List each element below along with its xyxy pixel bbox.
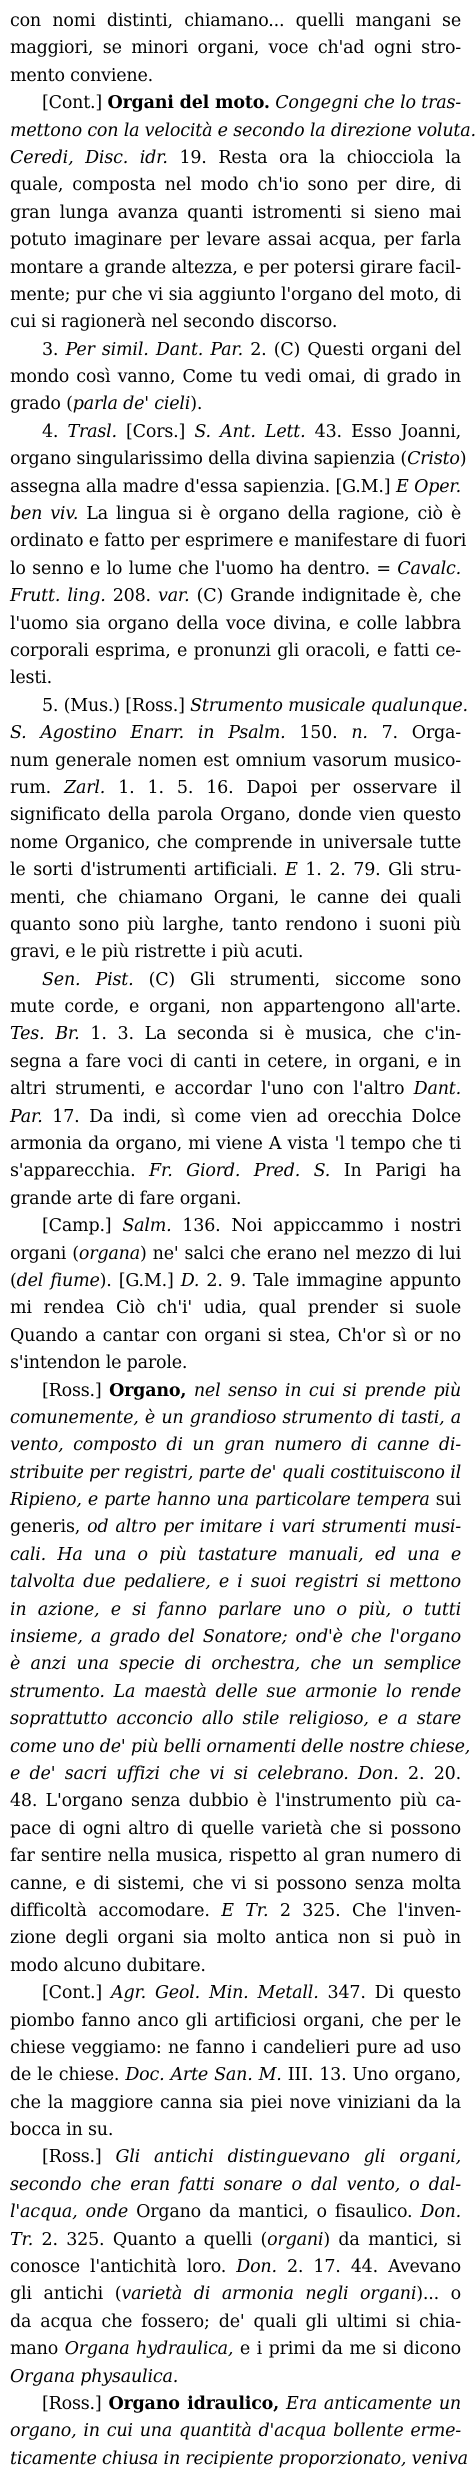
text-segment: le sorti d'istrumenti artificiali. — [10, 860, 286, 881]
text-segment: n. — [351, 723, 368, 744]
text-segment: piombo fanno anco gli artificiosi organi, che per le — [10, 2010, 461, 2031]
text-segment: l'acqua, onde — [10, 2202, 129, 2223]
text-segment: stribuite per registri, parte de' quali costituiscono il — [10, 1462, 461, 1483]
text-line — [10, 1186, 461, 1213]
text-segment: 43. Esso Joanni, — [305, 421, 461, 442]
text-line — [10, 446, 467, 473]
text-segment: Zarl. — [64, 777, 106, 798]
text-segment: [Camp.] — [42, 1216, 123, 1237]
text-line — [10, 1432, 461, 1459]
text-segment: 7. Orga- — [367, 723, 461, 744]
text-line — [10, 967, 461, 994]
text-segment: Par. — [10, 1106, 43, 1127]
text-segment: 2 325. Che l'inven- — [268, 1900, 461, 1921]
text-segment: Doc. Arte San. M. — [125, 2065, 282, 2086]
text-segment: Salm. — [122, 1216, 172, 1237]
text-segment: s'apparecchia. — [10, 1161, 150, 1182]
text-segment: Organa hydraulica, — [64, 2339, 234, 2360]
text-line — [10, 90, 461, 117]
text-line — [10, 2281, 461, 2308]
text-line — [10, 583, 461, 610]
text-segment: gravi, e le più ristrette i più acuti. — [10, 942, 304, 963]
text-segment: Cristo — [407, 449, 460, 470]
text-segment: gran lunga avanza quanti istromenti si sieno mai — [10, 202, 461, 223]
text-segment: da acqua che fossero; de' quali gli ultimi si chia- — [10, 2311, 461, 2332]
text-line — [10, 2035, 461, 2062]
text-segment: varietà di armonia negli organi — [121, 2284, 417, 2305]
text-segment: 3. — [42, 339, 66, 360]
text-segment: lo senno e lo lume che l'uomo ha dentro. = — [10, 558, 398, 579]
text-segment: in azione, e si fanno parlare uno o più, o tutti — [10, 1599, 461, 1620]
text-segment: 17. Da indi, sì come vien ad orecchia Dolce — [42, 1106, 461, 1127]
text-segment: e i primi da me si dicono — [233, 2339, 462, 2360]
text-segment: assegna alla madre d'essa sapienzia. [G.M.] — [10, 476, 396, 497]
text-segment: organi ( — [10, 1243, 79, 1264]
text-line — [10, 1980, 461, 2007]
text-line — [10, 2309, 461, 2336]
text-line — [10, 364, 461, 391]
text-line — [10, 857, 461, 884]
text-line — [10, 693, 468, 720]
text-segment: Strumento musicale qualunque. — [190, 695, 468, 716]
text-line — [10, 1679, 461, 1706]
text-line — [10, 8, 461, 35]
text-segment: D. — [180, 1270, 200, 1291]
text-segment: che la maggiore canna sia piei nove viniziani da la — [10, 2092, 461, 2113]
text-segment: Agr. Geol. Min. Metall. — [111, 1983, 319, 2004]
text-line — [10, 1158, 461, 1185]
text-segment: corporali esprima, e pronunzi gli oracoli, e fatti ce- — [10, 640, 461, 661]
text-segment: soprattutto acconcio allo stile religioso, e a stare — [10, 1709, 461, 1730]
text-line — [10, 1323, 461, 1350]
text-segment: cui si ragionerà nel secondo discorso. — [10, 312, 338, 333]
text-segment: parla de' cieli — [72, 394, 191, 415]
text-line — [10, 1131, 461, 1158]
text-segment: pace di ogni altro di quelle varietà che si possono — [10, 1818, 461, 1839]
text-segment: 1. 2. 79. Gli stru- — [297, 860, 461, 881]
text-segment: ) — [459, 449, 467, 470]
text-segment: var. — [158, 586, 190, 607]
text-line — [10, 1597, 461, 1624]
text-line — [10, 2254, 461, 2281]
text-segment: 136. Noi appiccammo i nostri — [171, 1216, 461, 1237]
text-segment: è anzi una specie di orchestra, che un semplice — [10, 1654, 461, 1675]
text-segment: armonia da organo, mi viene A vista 'l tempo che ti — [10, 1134, 461, 1155]
text-segment: (C) Grande indignitade è, che — [189, 586, 461, 607]
text-segment: od altro per imitare i vari strumenti musi- — [87, 1517, 461, 1538]
text-segment: )... o — [416, 2284, 461, 2305]
text-segment: 2. 20. — [398, 1764, 461, 1784]
text-line — [10, 802, 461, 829]
text-segment: Frutt. ling. — [10, 586, 106, 607]
text-segment: Organo da mantici, o fisaulico. — [128, 2202, 421, 2223]
text-segment: Gli antichi distinguevano gli organi, — [115, 2147, 461, 2168]
text-segment: nel senso in cui si prende più — [186, 1380, 461, 1401]
text-segment: modo alcuno dubitare. — [10, 1955, 206, 1976]
text-line — [10, 419, 461, 446]
text-segment: quale, composta nel modo ch'io sono per dire, di — [10, 175, 461, 196]
text-segment: Quando a cantar con organi si stea, Ch'or sì or no — [10, 1325, 461, 1346]
text-segment: talvolta due pedaliere, e i suoi registri si mettono — [10, 1572, 461, 1593]
text-segment: Congegni che lo tras- — [269, 93, 461, 114]
text-line — [10, 1761, 461, 1788]
text-line — [10, 255, 461, 282]
text-segment: 2. (C) Questi organi del — [243, 339, 461, 360]
text-line — [10, 775, 461, 802]
text-line — [10, 2391, 461, 2418]
text-segment: sui — [429, 1490, 461, 1511]
text-segment: mondo così vanno, Come tu vedi omai, di grado in — [10, 367, 461, 388]
text-segment — [349, 1764, 358, 1784]
text-segment: Fr. Giord. Pred. S. — [149, 1161, 331, 1182]
text-segment: insieme, a grado del Sonatore; ond'è che l'organo — [10, 1627, 461, 1648]
text-line — [10, 2227, 461, 2254]
text-segment: 5. (Mus.) [Ross.] — [42, 695, 191, 716]
text-line — [10, 638, 461, 665]
text-segment: de le chiese. — [10, 2065, 126, 2086]
text-segment: Cavalc. — [397, 558, 461, 579]
text-segment: ). — [190, 394, 203, 415]
text-segment: mente; pur che vi sia aggiunto l'organo del moto, di — [10, 284, 461, 305]
text-segment: Tr. — [10, 2229, 34, 2250]
text-segment: chiese veggiamo: ne fanno i candelieri pure ad uso — [10, 2037, 461, 2058]
text-line — [10, 1788, 461, 1815]
text-line — [10, 1049, 461, 1076]
text-line — [10, 1953, 461, 1980]
text-line — [10, 1706, 461, 1733]
text-segment: altri strumenti, e accordar l'uno con l'altro — [10, 1079, 414, 1100]
text-line — [10, 227, 461, 254]
text-segment: [Ross.] — [42, 2147, 116, 2168]
text-segment: [Ross.] — [42, 2393, 109, 2414]
text-segment: S. Agostino Enarr. in Psalm. — [10, 723, 286, 744]
text-segment: Organa physaulica. — [10, 2366, 179, 2387]
text-line — [10, 1542, 461, 1569]
text-segment: Don. — [420, 2202, 461, 2223]
text-line — [10, 172, 461, 199]
text-line — [10, 63, 461, 90]
text-segment: del fiume — [16, 1270, 100, 1291]
text-line — [10, 1925, 461, 1952]
text-line — [10, 1487, 461, 1514]
text-segment: difficoltà accomodare. — [10, 1900, 222, 1921]
text-line — [10, 528, 467, 555]
text-segment: canne, e di sistemi, che vi si possono senza molta — [10, 1873, 461, 1894]
text-line — [10, 1569, 461, 1596]
text-segment: cali. Ha una o più tastature manuali, ed una e — [10, 1544, 461, 1565]
text-segment: quanto sono più larghe, tanto rendono i suoni più — [10, 914, 461, 935]
text-segment: In Parigi ha — [330, 1161, 461, 1182]
text-line — [10, 309, 461, 336]
text-segment: l'uomo sia organo della voce divina, e colle labbra — [10, 613, 461, 634]
text-line — [10, 1816, 461, 1843]
text-line — [10, 2199, 461, 2226]
text-segment: 4. — [42, 421, 68, 442]
text-segment: 48. L'organo senza dubbio è l'instrumento più ca- — [10, 1791, 461, 1812]
text-segment: Ripieno, e parte hanno una particolare tempera — [10, 1490, 430, 1511]
text-segment: 2. 17. 44. Avevano — [276, 2257, 462, 2278]
text-segment: ( — [10, 1270, 17, 1291]
text-segment: 2. 9. Tale immagine appunto — [199, 1270, 461, 1291]
text-segment: Tes. Br. — [10, 1024, 80, 1045]
text-segment: Era anticamente un — [279, 2393, 462, 2414]
text-segment: III. 13. Uno organo, — [281, 2065, 461, 2086]
text-line — [10, 1734, 471, 1761]
text-segment: num generale nomen est omnium vasorum musico- — [10, 750, 461, 771]
text-line — [10, 474, 461, 501]
text-line — [10, 2446, 468, 2473]
text-segment: 208. — [105, 586, 159, 607]
text-segment: come uno de' più belli ornamenti delle nostre chiese, — [10, 1736, 471, 1757]
text-segment: rum. — [10, 777, 65, 798]
text-segment: gli antichi ( — [10, 2284, 122, 2305]
text-segment: ) da mantici, si — [323, 2229, 461, 2250]
text-segment: Organo, — [109, 1380, 187, 1401]
text-line — [10, 994, 461, 1021]
text-segment: [Ross.] — [42, 1380, 110, 1401]
text-line — [10, 1076, 461, 1103]
text-line — [10, 1268, 461, 1295]
text-line — [10, 118, 476, 145]
text-line — [10, 885, 461, 912]
text-line — [10, 1651, 461, 1678]
text-line — [10, 2336, 461, 2363]
text-segment: vento, composto di un gran numero di canne di- — [10, 1435, 461, 1456]
text-line — [10, 1295, 461, 1322]
text-line — [10, 1460, 461, 1487]
text-line — [10, 939, 461, 966]
text-line — [10, 200, 461, 227]
text-segment: mute corde, e organi, non appartengono all'arte. — [10, 997, 461, 1018]
text-segment: Don. — [236, 2257, 277, 2278]
text-line — [10, 556, 461, 583]
text-segment: Trasl. — [67, 421, 117, 442]
text-line — [10, 2418, 461, 2445]
text-segment: Organi del moto. — [107, 93, 270, 114]
text-line — [10, 1021, 461, 1048]
text-line — [10, 2090, 461, 2117]
text-segment: s'intendon le parole. — [10, 1353, 188, 1374]
text-segment: grande arte di fare organi. — [10, 1188, 242, 1209]
text-segment: segna a fare voci di canti in cetere, in organi, e in — [10, 1051, 461, 1072]
text-segment: comunemente, è un grandioso strumento di tasti, a — [10, 1407, 461, 1428]
text-segment: strumento. La maestà delle sue armonie lo rende — [10, 1681, 461, 1702]
text-segment: 1. 1. 5. 16. Dapoi per osservare il — [105, 777, 462, 798]
text-segment: e de' sacri uffizi che vi si celebrano. — [10, 1764, 349, 1784]
text-line — [10, 2008, 461, 2035]
text-line — [10, 830, 461, 857]
text-segment: lesti. — [10, 668, 52, 689]
text-segment: ordinato e fatto per esprimere e manifestare di fuori — [10, 531, 467, 552]
text-segment: mano — [10, 2339, 65, 2360]
text-line — [10, 1213, 461, 1240]
text-segment: 19. Resta ora la chiocciola la — [167, 147, 461, 168]
text-segment: ). [G.M.] — [99, 1270, 181, 1291]
text-line — [10, 1350, 461, 1377]
text-line — [10, 1843, 461, 1870]
text-line — [10, 2062, 461, 2089]
text-segment: La lingua si è organo della ragione, ciò è — [78, 504, 462, 525]
text-segment: far sentire nella musica, rispetto al gran numero di — [10, 1846, 461, 1867]
text-line — [10, 1624, 461, 1651]
text-line — [10, 665, 461, 692]
text-segment: nome Organico, che comprende in universale tutte — [10, 832, 461, 853]
text-segment: organo, in cui una quantità d'acqua bollente erme- — [10, 2421, 461, 2442]
text-line — [10, 2364, 461, 2391]
text-segment: organo singularissimo della divina sapienzia ( — [10, 449, 408, 470]
text-segment: Don. — [358, 1764, 399, 1784]
text-segment: ben viv. — [10, 504, 79, 525]
text-line — [10, 611, 461, 638]
text-segment: Dant. — [413, 1079, 461, 1100]
text-segment: Sen. Pist. — [42, 969, 134, 990]
text-segment: grado ( — [10, 394, 73, 415]
text-segment: mi rendea Ciò ch'i' udia, qual prender si suole — [10, 1298, 461, 1319]
text-segment: zione degli organi sia molto antica non si può in — [10, 1928, 461, 1949]
text-segment: con nomi distinti, chiamano... quelli mangani se — [10, 11, 461, 31]
text-line — [10, 35, 461, 62]
text-segment: significato della parola Organo, donde vien questo — [10, 805, 461, 826]
text-segment: menti, che chiamano Organi, le canne dei quali — [10, 887, 461, 908]
text-segment: 2. 325. Quanto a quelli ( — [33, 2229, 268, 2250]
text-line — [10, 1514, 461, 1541]
text-line — [10, 1898, 461, 1925]
text-segment: 347. Di questo — [318, 1983, 461, 2004]
text-line — [10, 2144, 461, 2171]
text-segment: (C) Gli strumenti, siccome sono — [133, 969, 461, 990]
text-segment: montare a grande altezza, e per potersi girare facil- — [10, 257, 461, 278]
text-segment: E — [285, 860, 298, 881]
text-segment: maggiori, se minori organi, voce ch'ad ogni stro- — [10, 38, 461, 59]
text-line — [10, 1104, 461, 1131]
text-segment: bocca in su. — [10, 2120, 114, 2141]
text-segment: 1. 3. La seconda si è musica, che c'in- — [79, 1024, 461, 1045]
text-line — [10, 282, 461, 309]
text-segment: ) ne' salci che erano nel mezzo di lui — [139, 1243, 461, 1264]
text-line — [10, 2117, 461, 2144]
text-line — [10, 912, 461, 939]
text-segment: [Cont.] — [42, 1983, 111, 2004]
text-segment: E Oper. — [395, 476, 461, 497]
text-line — [10, 501, 461, 528]
text-segment: 150. — [285, 723, 352, 744]
text-line — [10, 1241, 461, 1268]
text-line — [10, 145, 461, 172]
text-line — [10, 1405, 461, 1432]
text-line — [10, 1871, 461, 1898]
text-line — [10, 337, 461, 364]
text-line — [10, 1378, 461, 1405]
text-line — [10, 391, 461, 418]
text-segment: generis, — [10, 1517, 88, 1538]
text-segment: Organo idraulico, — [108, 2393, 280, 2414]
text-segment: E Tr. — [221, 1900, 269, 1921]
text-segment: S. Ant. Lett. — [194, 421, 306, 442]
text-segment: conosce l'antichità loro. — [10, 2257, 237, 2278]
text-segment: secondo che eran fatti sonare o dal vento, o dal- — [10, 2174, 461, 2195]
text-segment: potuto imaginare per levare assai acqua, per farla — [10, 230, 461, 251]
text-segment: mento conviene. — [10, 65, 153, 86]
text-line — [10, 748, 461, 775]
text-segment: [Cont.] — [42, 93, 108, 114]
text-segment: mettono con la velocità e secondo la direzione voluta. — [10, 120, 476, 141]
text-line — [10, 720, 461, 747]
text-line — [10, 2172, 461, 2199]
text-segment: organa — [78, 1243, 140, 1264]
text-segment: ticamente chiusa in recipiente proporzionato, veniva — [10, 2448, 468, 2469]
text-segment: Ceredi, Disc. idr. — [10, 147, 168, 168]
text-segment: [Cors.] — [116, 421, 195, 442]
text-segment: organi — [267, 2229, 324, 2250]
text-segment: Per simil. Dant. Par. — [65, 339, 243, 360]
